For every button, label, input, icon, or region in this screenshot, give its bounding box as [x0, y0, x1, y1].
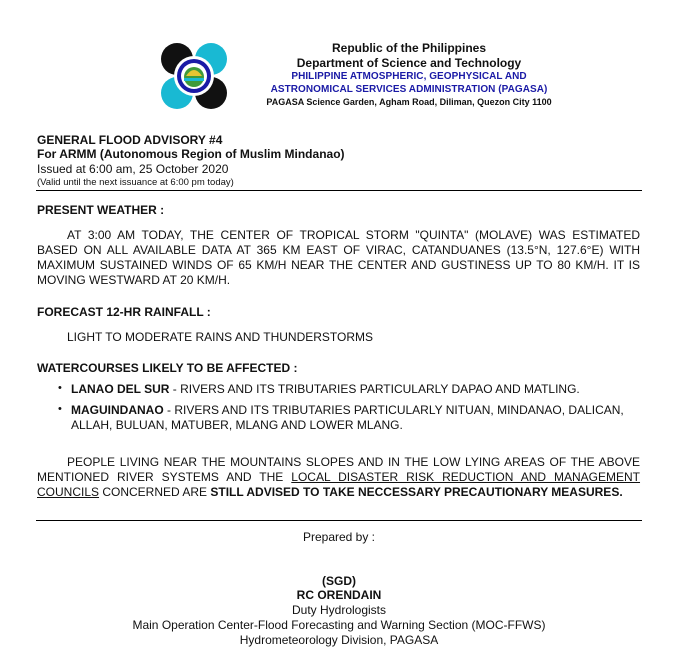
bullet-2: •	[58, 403, 62, 415]
signature-name: RC ORENDAIN	[296, 588, 382, 602]
signature-division: Hydrometeorology Division, PAGASA	[239, 633, 439, 647]
present-weather-line4: MOVING WESTWARD AT 20 KM/H.	[37, 273, 231, 287]
watercourse-desc: - RIVERS AND ITS TRIBUTARIES PARTICULARLY DAPAO AND MATLING.	[169, 382, 580, 396]
divider-top	[36, 190, 642, 191]
advice-line2-a: MENTIONED RIVER SYSTEMS AND THE	[37, 470, 284, 484]
advice-line3	[37, 485, 640, 500]
header-department: Department of Science and Technology	[296, 56, 522, 70]
watercourse-desc: - RIVERS AND ITS TRIBUTARIES PARTICULARLY NITUAN, MINDANAO, DALICAN,	[163, 403, 624, 417]
advice-emphasis: STILL ADVISED TO TAKE NECCESSARY PRECAUTIONARY MEASURES.	[210, 485, 623, 499]
present-weather-line3: MAXIMUM SUSTAINED WINDS OF 65 KM/H NEAR THE CENTER AND GUSTINESS UP TO 80 KM/H. IT IS	[37, 258, 640, 272]
present-weather-line1: AT 3:00 AM TODAY, THE CENTER OF TROPICAL STORM "QUINTA" (MOLAVE) WAS ESTIMATED	[67, 228, 640, 242]
advisory-title: GENERAL FLOOD ADVISORY #4	[37, 133, 223, 147]
signature-position: Duty Hydrologists	[291, 603, 387, 617]
watercourse-name: MAGUINDANAO	[71, 403, 164, 417]
advice-councils: COUNCILS	[37, 485, 100, 499]
advice-line1: PEOPLE LIVING NEAR THE MOUNTAINS SLOPES AND IN THE LOW LYING AREAS OF THE ABOVE	[67, 455, 640, 469]
present-weather-line2: BASED ON ALL AVAILABLE DATA AT 365 KM EAST OF VIRAC, CATANDUANES (13.5°N, 127.6°E) WITH	[37, 243, 640, 257]
watercourse-item	[71, 403, 624, 417]
watercourse-item	[71, 382, 580, 396]
signature-sgd: (SGD)	[322, 574, 356, 588]
advisory-issued: Issued at 6:00 am, 25 October 2020	[37, 162, 229, 176]
present-weather-heading: PRESENT WEATHER :	[37, 203, 165, 217]
advice-ldrrmc: LOCAL DISASTER RISK REDUCTION AND MANAGEMENT	[291, 470, 641, 484]
advice-line2	[37, 470, 640, 485]
watercourses-heading: WATERCOURSES LIKELY TO BE AFFECTED :	[37, 361, 298, 375]
forecast-heading: FORECAST 12-HR RAINFALL :	[37, 305, 211, 319]
advisory-validity: (Valid until the next issuance at 6:00 pm today)	[37, 177, 234, 188]
watercourse-desc-cont: ALLAH, BULUAN, MATUBER, MLANG AND LOWER MLANG.	[71, 418, 403, 432]
bullet-1: •	[58, 382, 62, 394]
header-republic: Republic of the Philippines	[331, 41, 486, 55]
advice-line3-b: CONCERNED ARE	[99, 485, 211, 499]
signature-section: Main Operation Center-Flood Forecasting and Warning Section (MOC-FFWS)	[132, 618, 546, 632]
advisory-region: For ARMM (Autonomous Region of Muslim Mindanao)	[37, 147, 345, 161]
header-agency-line1: PHILIPPINE ATMOSPHERIC, GEOPHYSICAL AND	[291, 71, 527, 82]
divider-bottom	[36, 520, 642, 521]
forecast-text: LIGHT TO MODERATE RAINS AND THUNDERSTORMS	[67, 330, 374, 344]
header-agency-line2: ASTRONOMICAL SERVICES ADMINISTRATION (PAGASA)	[270, 84, 548, 95]
prepared-by: Prepared by :	[302, 530, 376, 544]
watercourse-name: LANAO DEL SUR	[71, 382, 170, 396]
header-address: PAGASA Science Garden, Agham Road, Diliman, Quezon City 1100	[266, 97, 552, 107]
